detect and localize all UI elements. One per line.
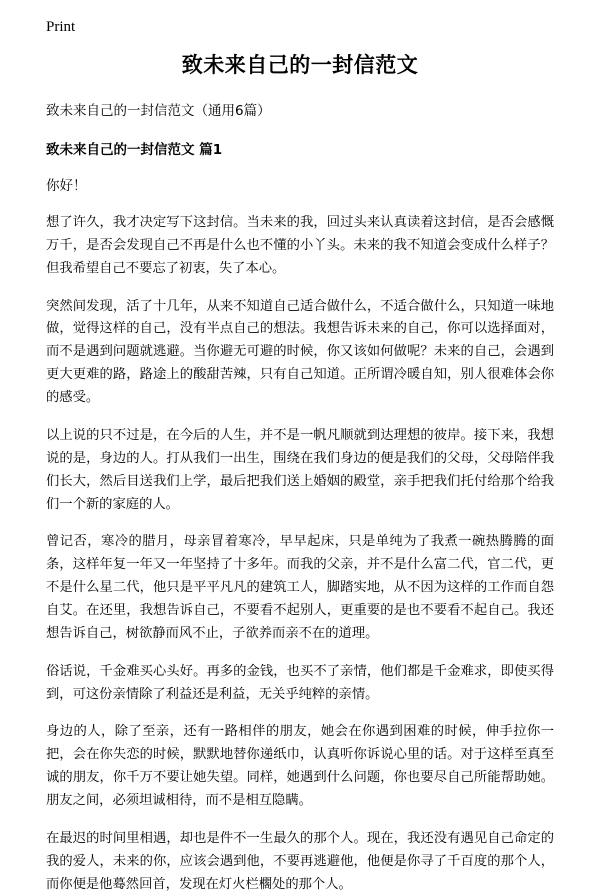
body-paragraph: 身边的人，除了至亲，还有一路相伴的朋友，她会在你遇到困难的时候，伸手拉你一把，会在你失恋的时候，默默地替你递纸巾，认真听你诉说心里的话。对于这样至真至诚的朋友，你千万不要让她失望。同样，她遇到什么问题，你也要尽自己所能帮助她。朋友之间，必须坦诚相待，而不是相互隐瞒。: [46, 724, 554, 808]
section-heading: 致未来自己的一封信范文 篇1: [46, 141, 223, 158]
document-subtitle: 致未来自己的一封信范文（通用6篇）: [46, 103, 271, 120]
body-paragraph: 以上说的只不过是，在今后的人生，并不是一帆凡顺就到达理想的彼岸。接下来，我想说的是，身边的人。打从我们一出生，围绕在我们身边的便是我们的父母，父母陪伴我们长大，然后目送我们上学，最后把我们送上婚姻的殿堂，亲手把我们托付给那个给我们一个新的家庭的人。: [46, 427, 554, 512]
body-paragraph: 俗话说，千金难买心头好。再多的金钱，也买不了亲情，他们都是千金难求，即使买得到，可这份亲情除了利益还是利益，无关乎纯粹的亲情。: [46, 663, 554, 702]
body-paragraph: 突然间发现，活了十几年，从来不知道自己适合做什么，不适合做什么，只知道一味地做，觉得这样的自己，没有半点自己的想法。我想告诉未来的自己，你可以选择面对，而不是遇到问题就逃避。当你避无可避的时候，你又该如何做呢？未来的自己，会遇到更大更难的路，路途上的酸甜苦辣，只有自己知道。正所谓冷暖自知，别人很难体会你的感受。: [46, 298, 554, 406]
page-title: 致未来自己的一封信范文: [181, 53, 419, 77]
body-paragraph: 想了许久，我才决定写下这封信。当未来的我，回过头来认真读着这封信，是否会感慨万千，是否会发现自己不再是什么也不懂的小丫头。未来的我不知道会变成什么样子？但我希望自己不要忘了初衷，失了本心。: [46, 215, 554, 276]
body-paragraph: 曾记否，寒冷的腊月，母亲冒着寒冷，早早起床，只是单纯为了我煮一碗热腾腾的面条，这样年复一年又一年坚持了十多年。而我的父亲，并不是什么富二代，官二代，更不是什么星二代，他只是平平凡凡的建筑工人，脚踏实地，从不因为这样的工作而自怨自艾。在还里，我想告诉自己，不要看不起别人，更重要的是也不要看不起自己。我还想告诉自己，树欲静而风不止，子欲养而亲不在的道理。: [46, 534, 554, 641]
greeting-line: 你好！: [46, 177, 87, 194]
print-label[interactable]: Print: [46, 19, 76, 35]
body-paragraph: 在最迟的时间里相遇，却也是件不一生最久的那个人。现在，我还没有遇见自己命定的我的爱人，未来的你，应该会遇到他，不要再逃避他，他便是你寻了千百度的那个人，而你便是他蓦然回首，发现在灯火栏櫊处的那个人。: [46, 830, 554, 892]
